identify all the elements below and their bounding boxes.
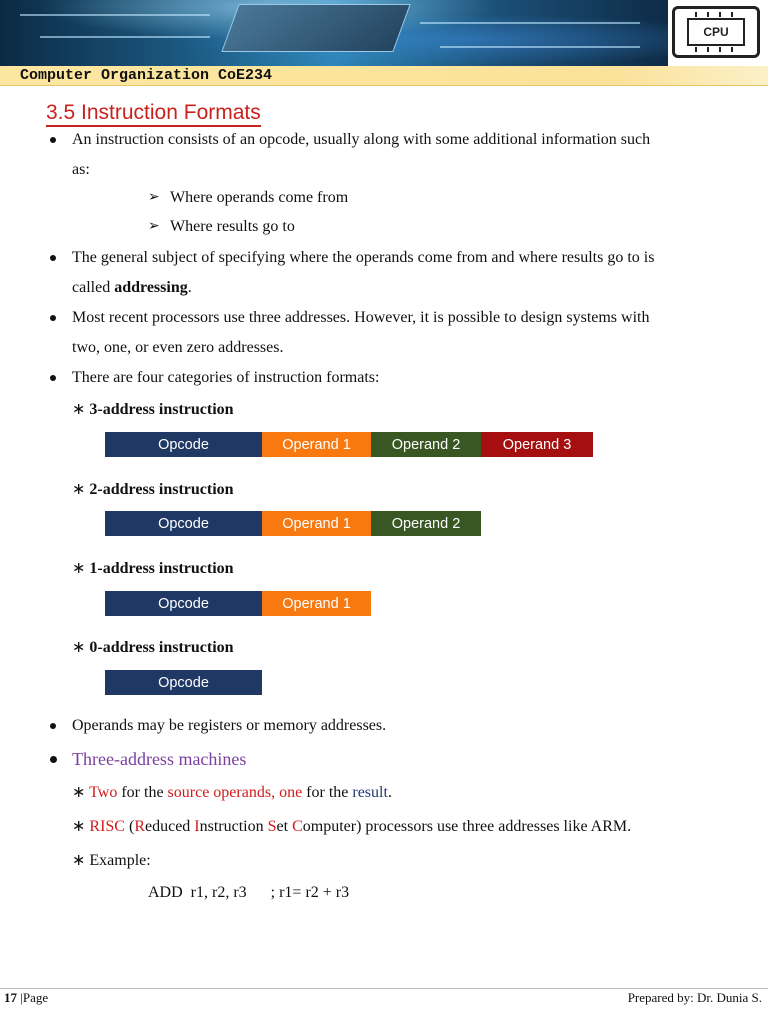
circuit-trace xyxy=(440,46,640,48)
format-1-label: ∗ 1-address instruction xyxy=(72,560,234,577)
sub-bullet-2: Where results go to xyxy=(170,218,295,235)
term-addressing: addressing xyxy=(114,279,188,296)
three-address-line-b: ∗ RISC (Reduced Instruction Set Computer) processors use three addresses like ARM. xyxy=(72,818,632,835)
operand-1-field: Operand 1 xyxy=(262,511,371,536)
course-bar xyxy=(0,66,768,86)
format-3-label: ∗ 3-address instruction xyxy=(72,401,234,418)
bullet-2-line-1: The general subject of specifying where the operands come from and where results go to is xyxy=(72,249,655,266)
example-code: ADD r1, r2, r3 ; r1= r2 + r3 xyxy=(148,884,350,901)
footer-author: Prepared by: Dr. Dunia S. xyxy=(627,990,762,1005)
sub-bullet-1: Where operands come from xyxy=(170,189,349,206)
footer-divider xyxy=(0,988,768,989)
bullet-dot xyxy=(50,756,57,763)
page-number: 17 |Page xyxy=(4,990,49,1005)
arrow-bullet-icon: ➢ xyxy=(148,190,160,205)
opcode-field: Opcode xyxy=(105,591,262,616)
cpu-icon xyxy=(672,6,760,58)
bullet-dot xyxy=(50,315,56,321)
circuit-trace xyxy=(40,36,210,38)
course-title: Computer Organization CoE234 xyxy=(20,67,273,84)
opcode-field: Opcode xyxy=(105,432,262,457)
three-address-line-a: ∗ Two for the source operands, one for the result. xyxy=(72,784,392,801)
format-0-label: ∗ 0-address instruction xyxy=(72,639,234,656)
circuit-trace xyxy=(20,14,210,16)
bullet-2-line-2: called addressing. xyxy=(72,279,192,296)
bullet-1-line-2: as: xyxy=(72,161,90,178)
circuit-chip-graphic xyxy=(221,4,410,52)
cpu-label: CPU xyxy=(687,18,745,46)
header-banner-image xyxy=(0,0,668,66)
operand-1-field: Operand 1 xyxy=(262,432,371,457)
three-address-title: Three-address machines xyxy=(72,749,247,769)
section-title: 3.5 Instruction Formats xyxy=(46,101,261,127)
bullet-dot xyxy=(50,375,56,381)
bullet-1-line-1: An instruction consists of an opcode, usually along with some additional information such xyxy=(72,131,651,148)
operand-3-field: Operand 3 xyxy=(481,432,593,457)
circuit-trace xyxy=(420,22,640,24)
bullet-4: There are four categories of instruction formats: xyxy=(72,369,380,386)
bullet-3-line-1: Most recent processors use three addresses. However, it is possible to design systems with xyxy=(72,309,650,326)
bullet-dot xyxy=(50,137,56,143)
arrow-bullet-icon: ➢ xyxy=(148,219,160,234)
opcode-field: Opcode xyxy=(105,670,262,695)
opcode-field: Opcode xyxy=(105,511,262,536)
format-2-label: ∗ 2-address instruction xyxy=(72,481,234,498)
bullet-dot xyxy=(50,255,56,261)
operand-1-field: Operand 1 xyxy=(262,591,371,616)
example-label: ∗ Example: xyxy=(72,852,151,869)
operand-2-field: Operand 2 xyxy=(371,432,481,457)
operand-2-field: Operand 2 xyxy=(371,511,481,536)
bullet-3-line-2: two, one, or even zero addresses. xyxy=(72,339,284,356)
bullet-dot xyxy=(50,723,56,729)
operands-note: Operands may be registers or memory addresses. xyxy=(72,717,387,734)
